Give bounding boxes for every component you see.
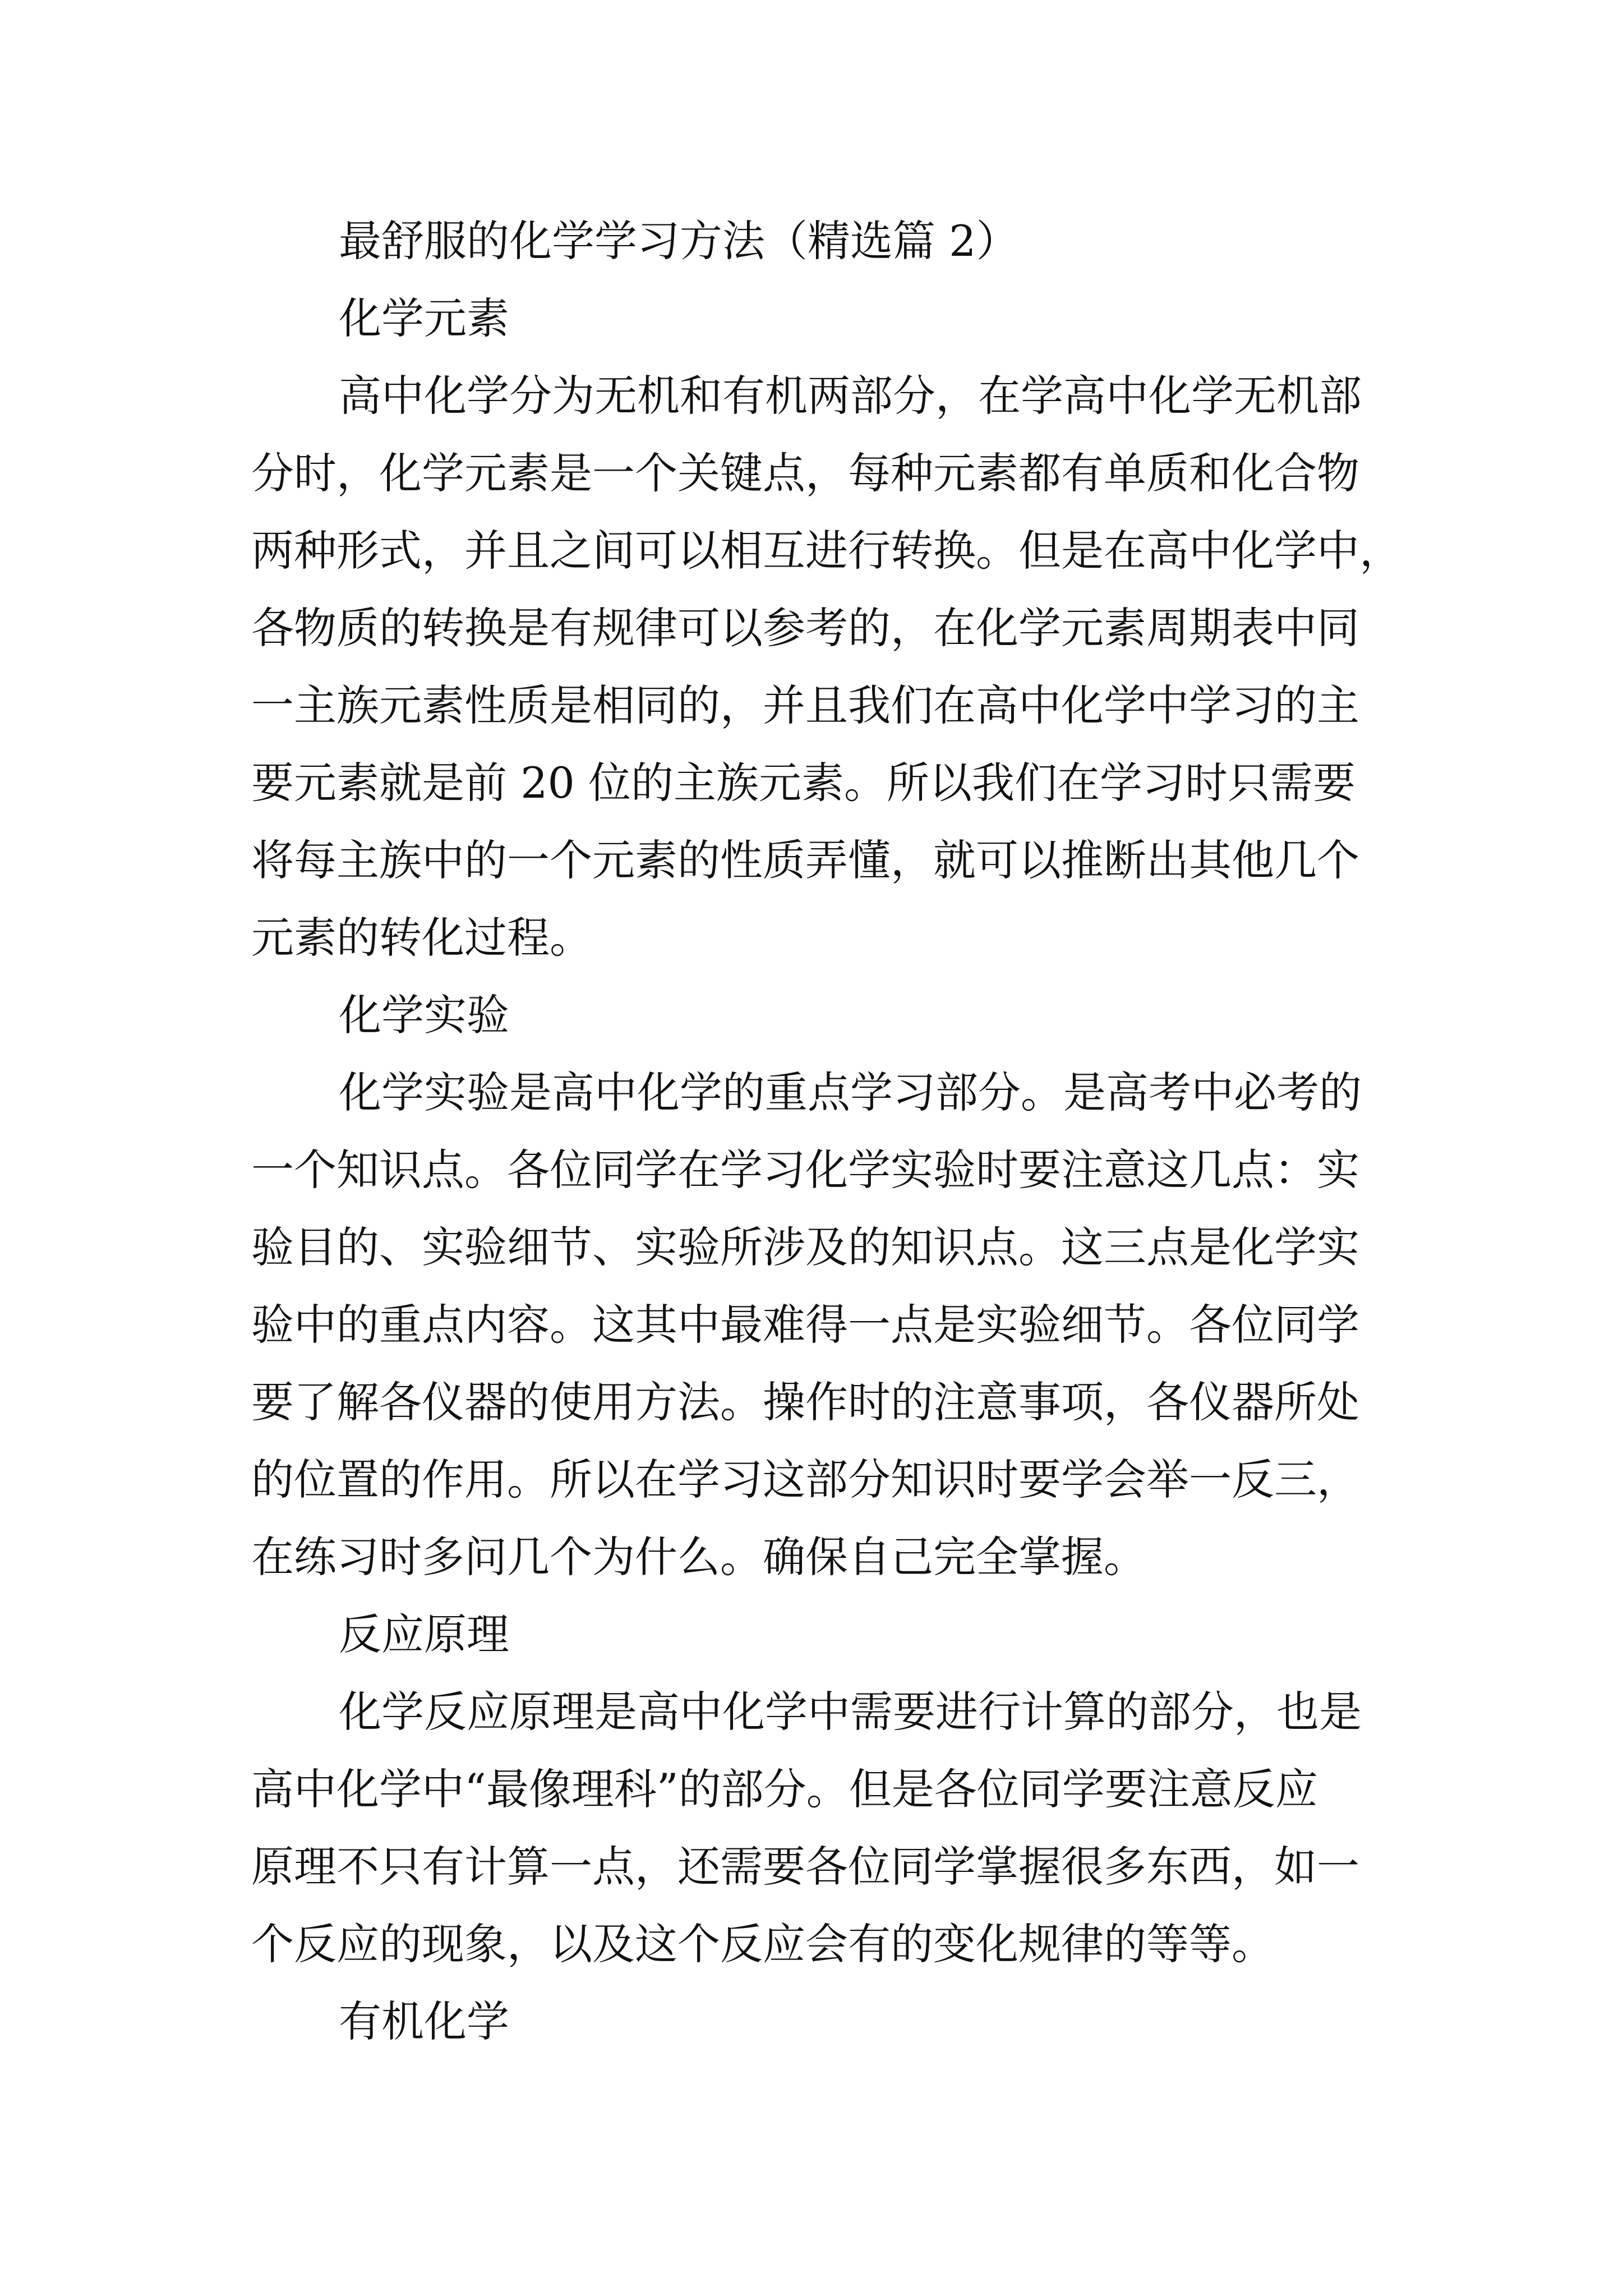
paragraph-line: 原理不只有计算一点，还需要各位同学掌握很多东西，如一 xyxy=(251,1842,1359,1892)
paragraph-line: 高中化学中“最像理科”的部分。但是各位同学要注意反应 xyxy=(251,1764,1318,1814)
paragraph-line: 一个知识点。各位同学在学习化学实验时要注意这几点：实 xyxy=(251,1145,1359,1195)
paragraph-line: 的位置的作用。所以在学习这部分知识时要学会举一反三， xyxy=(251,1455,1359,1504)
section-heading-reaction-principles: 反应原理 xyxy=(339,1609,509,1659)
paragraph-line: 各物质的转换是有规律可以参考的，在化学元素周期表中同 xyxy=(251,603,1359,653)
section-heading-elements: 化学元素 xyxy=(339,293,509,343)
paragraph-line: 分时，化学元素是一个关键点，每种元素都有单质和化合物 xyxy=(251,448,1359,498)
paragraph-line: 要了解各仪器的使用方法。操作时的注意事项，各仪器所处 xyxy=(251,1377,1359,1427)
paragraph-line: 验目的、实验细节、实验所涉及的知识点。这三点是化学实 xyxy=(251,1222,1359,1272)
document-title: 最舒服的化学学习方法（精选篇 2） xyxy=(339,216,1019,266)
paragraph-line: 要元素就是前 20 位的主族元素。所以我们在学习时只需要 xyxy=(251,758,1356,808)
paragraph-line: 元素的转化过程。 xyxy=(251,913,592,963)
section-heading-experiments: 化学实验 xyxy=(339,990,509,1040)
paragraph-line: 一主族元素性质是相同的，并且我们在高中化学中学习的主 xyxy=(251,680,1359,730)
paragraph-line: 在练习时多问几个为什么。确保自己完全掌握。 xyxy=(251,1532,1146,1582)
paragraph-line: 化学实验是高中化学的重点学习部分。是高考中必考的 xyxy=(339,1068,1362,1117)
paragraph-line: 高中化学分为无机和有机两部分，在学高中化学无机部 xyxy=(339,371,1362,421)
paragraph-line: 将每主族中的一个元素的性质弄懂，就可以推断出其他几个 xyxy=(251,835,1359,885)
paragraph-line: 验中的重点内容。这其中最难得一点是实验细节。各位同学 xyxy=(251,1300,1359,1350)
paragraph-line: 两种形式，并且之间可以相互进行转换。但是在高中化学中， xyxy=(251,526,1402,576)
paragraph-line: 个反应的现象，以及这个反应会有的变化规律的等等。 xyxy=(251,1919,1274,1969)
paragraph-line: 化学反应原理是高中化学中需要进行计算的部分，也是 xyxy=(339,1687,1362,1737)
section-heading-organic-chemistry: 有机化学 xyxy=(339,1996,509,2046)
